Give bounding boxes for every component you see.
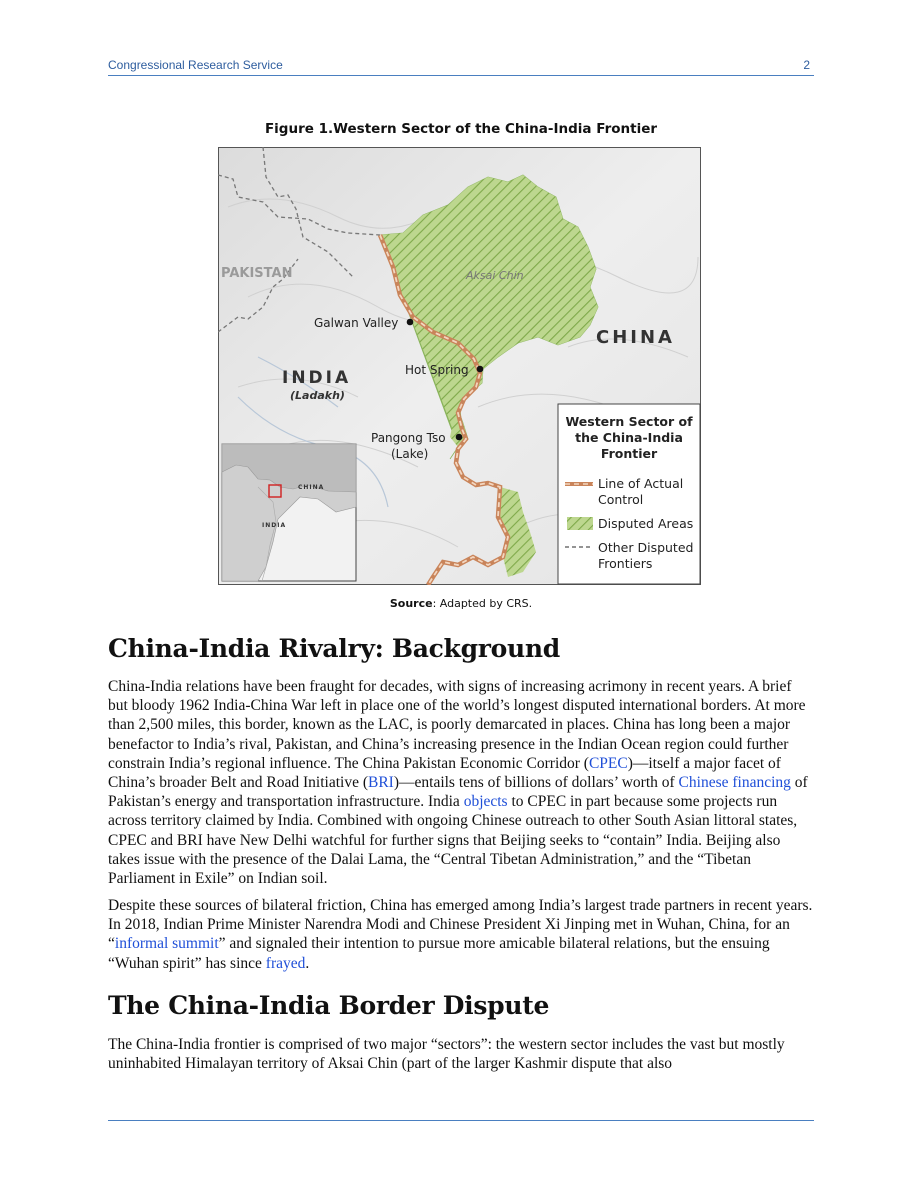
figure-source [108, 597, 814, 610]
inset-locator-map [222, 444, 356, 581]
link-chinese-financing[interactable]: Chinese financing [678, 774, 791, 792]
text-run: of Pakistan’s energy and transportation infrastructure. India [108, 774, 808, 811]
footer-rule [108, 1120, 814, 1121]
header-rule [108, 75, 814, 76]
heading-border-dispute: The China-India Border Dispute [108, 991, 550, 1020]
heading-rivalry-background: China-India Rivalry: Background [108, 634, 560, 663]
link-objects[interactable]: objects [463, 793, 508, 811]
text-run: . [305, 954, 310, 972]
legend-title-line1: Western Sector of [565, 414, 693, 429]
text-run: )—itself a major facet of China’s broader Belt and Road Initiative ( [108, 754, 781, 792]
figure-title: Figure 1.Western Sector of the China-India Frontier [264, 121, 658, 137]
map-legend [558, 404, 700, 584]
label-pangong-lake: (Lake) [391, 447, 429, 461]
source-text: : Adapted by CRS. [432, 597, 533, 610]
header-org: Congressional Research Service [108, 58, 283, 72]
legend-disputed-swatch [567, 517, 593, 530]
inset-label-india: INDIA [262, 522, 287, 529]
text-run: Despite these sources of bilateral friction, China has emerged among India’s largest trade partners in recent years. In 2018, Indian Prime Minister Narendra Modi and Chinese President Xi Jinping met in Wuhan, China, for an “ [108, 897, 813, 953]
frontier-map [218, 147, 701, 585]
text-run: ” and signaled their intention to pursue more amicable bilateral relations, but the ensuing “Wuhan spirit” has since [108, 935, 770, 972]
label-india: INDIA [282, 368, 352, 388]
legend-lac-label2: Control [598, 492, 644, 507]
legend-lac-label1: Line of Actual [598, 476, 684, 491]
label-ladakh: (Ladakh) [290, 389, 345, 402]
text-run: China-India relations have been fraught for decades, with signs of increasing acrimony in recent years. A brief but bloody 1962 India-China War left in place one of the world’s longest disputed international borders. At more than 2,500 miles, this border, known as the LAC, is poorly demarcated in places. China has long been a major benefactor to India’s rival, Pakistan, and China’s increasing presence in the Indian Ocean region could further constrain India’s regional influence. The China Pakistan Economic Corridor ( [108, 678, 806, 772]
paragraph-rivalry [108, 677, 814, 888]
link-cpec[interactable]: CPEC [588, 754, 628, 772]
label-china: CHINA [596, 327, 675, 348]
text-run: )—entails tens of billions of dollars’ worth of [393, 774, 679, 792]
label-aksai-chin: Aksai Chin [466, 269, 524, 282]
inset-label-china: CHINA [298, 484, 325, 491]
label-galwan-valley: Galwan Valley [314, 316, 399, 330]
label-pangong-tso: Pangong Tso [371, 431, 446, 445]
paragraph-trade [108, 896, 814, 973]
legend-other-label2: Frontiers [598, 556, 653, 571]
page-number: 2 [803, 58, 810, 72]
link-bri[interactable]: BRI [368, 774, 394, 792]
page-header [108, 58, 814, 76]
hot-spring-marker [477, 366, 484, 373]
text-run: to CPEC in part because some projects run across territory claimed by India. Combined with ongoing Chinese outreach to other South Asian littoral states, CPEC and BRI have New Delhi watchful for further signs that Beijing seeks to “contain” India. Beijing also takes issue with the presence of the Dalai Lama, the “Central Tibetan Administration,” and the “Tibetan Parliament in Exile” on Indian soil. [108, 793, 798, 888]
galwan-valley-marker [407, 319, 414, 326]
label-pakistan: PAKISTAN [221, 266, 293, 281]
pangong-tso-marker [456, 434, 463, 441]
legend-title-line2: the China-India [575, 430, 683, 445]
link-informal-summit[interactable]: informal summit [114, 935, 219, 953]
legend-disputed-label: Disputed Areas [598, 516, 694, 531]
legend-other-label1: Other Disputed [598, 540, 694, 555]
legend-title-line3: Frontier [600, 446, 658, 461]
label-hot-spring: Hot Spring [405, 363, 469, 377]
link-frayed[interactable]: frayed [265, 954, 306, 972]
paragraph-border-dispute: The China-India frontier is comprised of two major “sectors”: the western sector includes the vast but mostly uninhabited Himalayan territory of Aksai Chin (part of the larger Kashmir dispute that also [108, 1036, 785, 1073]
source-label: Source [389, 597, 433, 610]
